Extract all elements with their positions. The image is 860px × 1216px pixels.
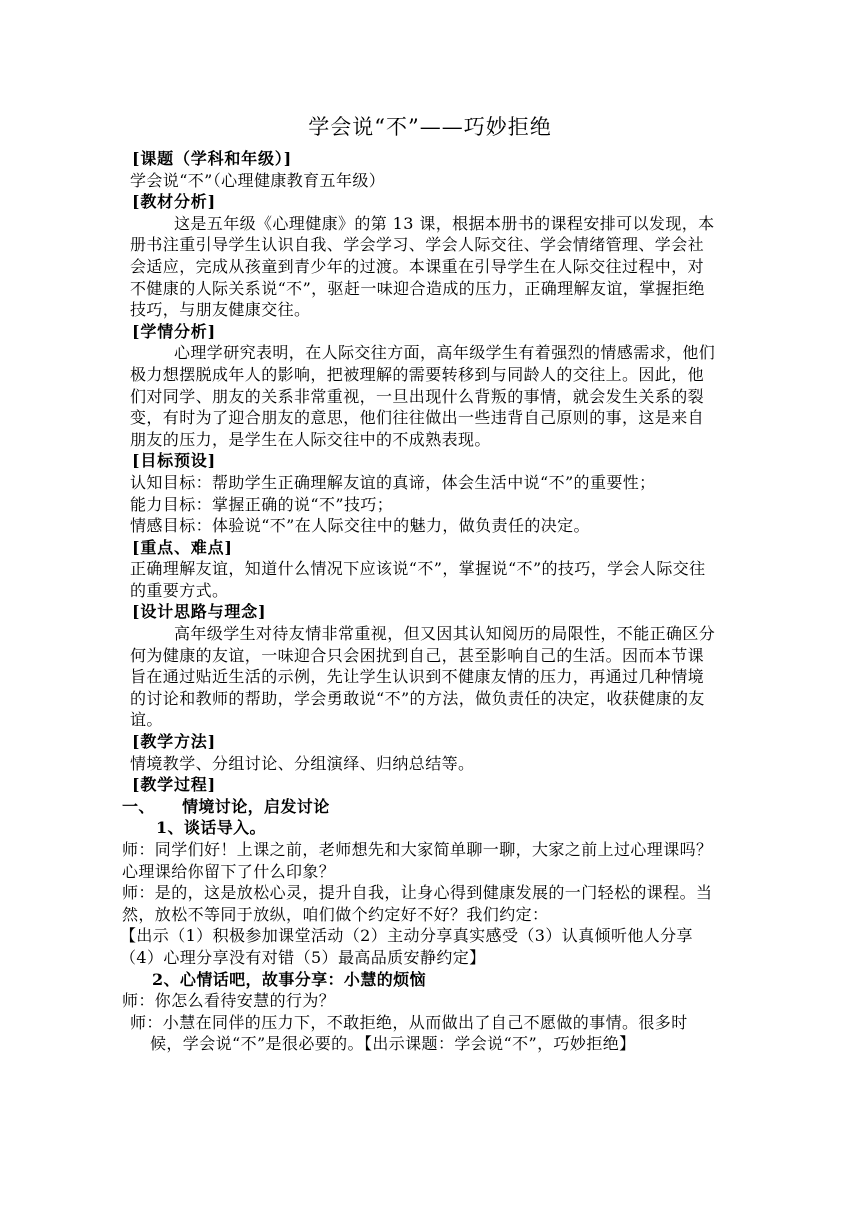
goal-item: 认知目标：帮助学生正确理解友谊的真谛，体会生活中说“不”的重要性；: [130, 472, 656, 492]
section-heading-topic: [课题（学科和年级）]: [132, 149, 292, 168]
student-analysis-text: 心理学研究表明，在人际交往方面，高年级学生有着强烈的情感需求，他们极力想摆脱成年人的影响，把被理解的需要转移到与同龄人的交往上。因此，他们对同学、朋友的关系非常重视，一旦出现什么背叛的事情，就会发生关系的裂变，有时为了迎合朋友的意思，他们往往做出一些违背自己原则的事，这是来自朋友的压力，是学生在人际交往中的不成熟表现。: [130, 343, 716, 449]
section-heading-textbook: [教材分析]: [132, 192, 216, 212]
goal-item: 情感目标：体验说“不”在人际交往中的魅力，做负责任的决定。: [130, 516, 590, 536]
section-heading-design: [设计思路与理念]: [132, 602, 267, 622]
section-heading-process: [教学过程]: [132, 775, 216, 795]
teacher-line: 【出示（1）积极参加课堂活动（2）主动分享真实感受（3）认真倾听他人分享（4）心理分享没有对错（5）最高品质安静约定】: [120, 926, 693, 967]
teacher-line: 师：是的，这是放松心灵，提升自我，让身心得到健康发展的一门轻松的课程。当然，放松不等同于放纵，咱们做个约定好不好？我们约定：: [122, 883, 713, 924]
document-body: [120, 148, 720, 1055]
topic-text: 学会说“不”（心理健康教育五年级）: [130, 170, 386, 190]
teacher-line: 师：小慧在同伴的压力下，不敢拒绝，从而做出了自己不愿做的事情。很多时候，学会说“不”是很必要的。【出示课题：学会说“不”，巧妙拒绝】: [130, 1012, 688, 1054]
section-heading-keypoints: [重点、难点]: [132, 537, 233, 557]
part-title: 情境讨论，启发讨论: [182, 796, 330, 816]
textbook-analysis-text: 这是五年级《心理健康》的第 13 课，根据本册书的课程安排可以发现，本册书注重引导学生认识自我、学会学习、学会人际交往、学会情绪管理、学会社会适应，完成从孩童到青少年的过渡。本课重在引导学生在人际交往过程中，对不健康的人际关系说“不”，驱赶一味迎合造成的压力，正确理解友谊，掌握拒绝技巧，与朋友健康交往。: [130, 213, 715, 320]
methods-text: 情境教学、分组讨论、分组演绎、归纳总结等。: [130, 753, 475, 773]
section-heading-goals: [目标预设]: [132, 451, 216, 471]
teacher-line: 师：你怎么看待安慧的行为？: [122, 991, 336, 1011]
step-heading: 1、谈话导入。: [156, 818, 266, 838]
part-number: 一、: [122, 796, 155, 816]
section-heading-students: [学情分析]: [132, 321, 216, 341]
goal-item: 能力目标：掌握正确的说“不”技巧；: [130, 494, 394, 514]
section-heading-methods: [教学方法]: [132, 732, 216, 752]
process-part-heading: [120, 796, 720, 818]
design-text: 高年级学生对待友情非常重视，但又因其认知阅历的局限性，不能正确区分何为健康的友谊，一味迎合只会困扰到自己，甚至影响自己的生活。因而本节课旨在通过贴近生活的示例，先让学生认识到不健康友情的压力，再通过几种情境的讨论和教师的帮助，学会勇敢说“不”的方法，做负责任的决定，收获健康的友谊。: [130, 624, 716, 730]
teacher-line: 师：同学们好！上课之前，老师想先和大家简单聊一聊，大家之前上过心理课吗？心理课给你留下了什么印象？: [122, 840, 713, 881]
keypoints-text: 正确理解友谊，知道什么情况下应该说“不”，掌握说“不”的技巧，学会人际交往的重要方式。: [130, 559, 706, 600]
document-title: 学会说“不”——巧妙拒绝: [308, 115, 552, 139]
step-heading: 2、心情话吧，故事分享：小慧的烦恼: [152, 969, 426, 989]
